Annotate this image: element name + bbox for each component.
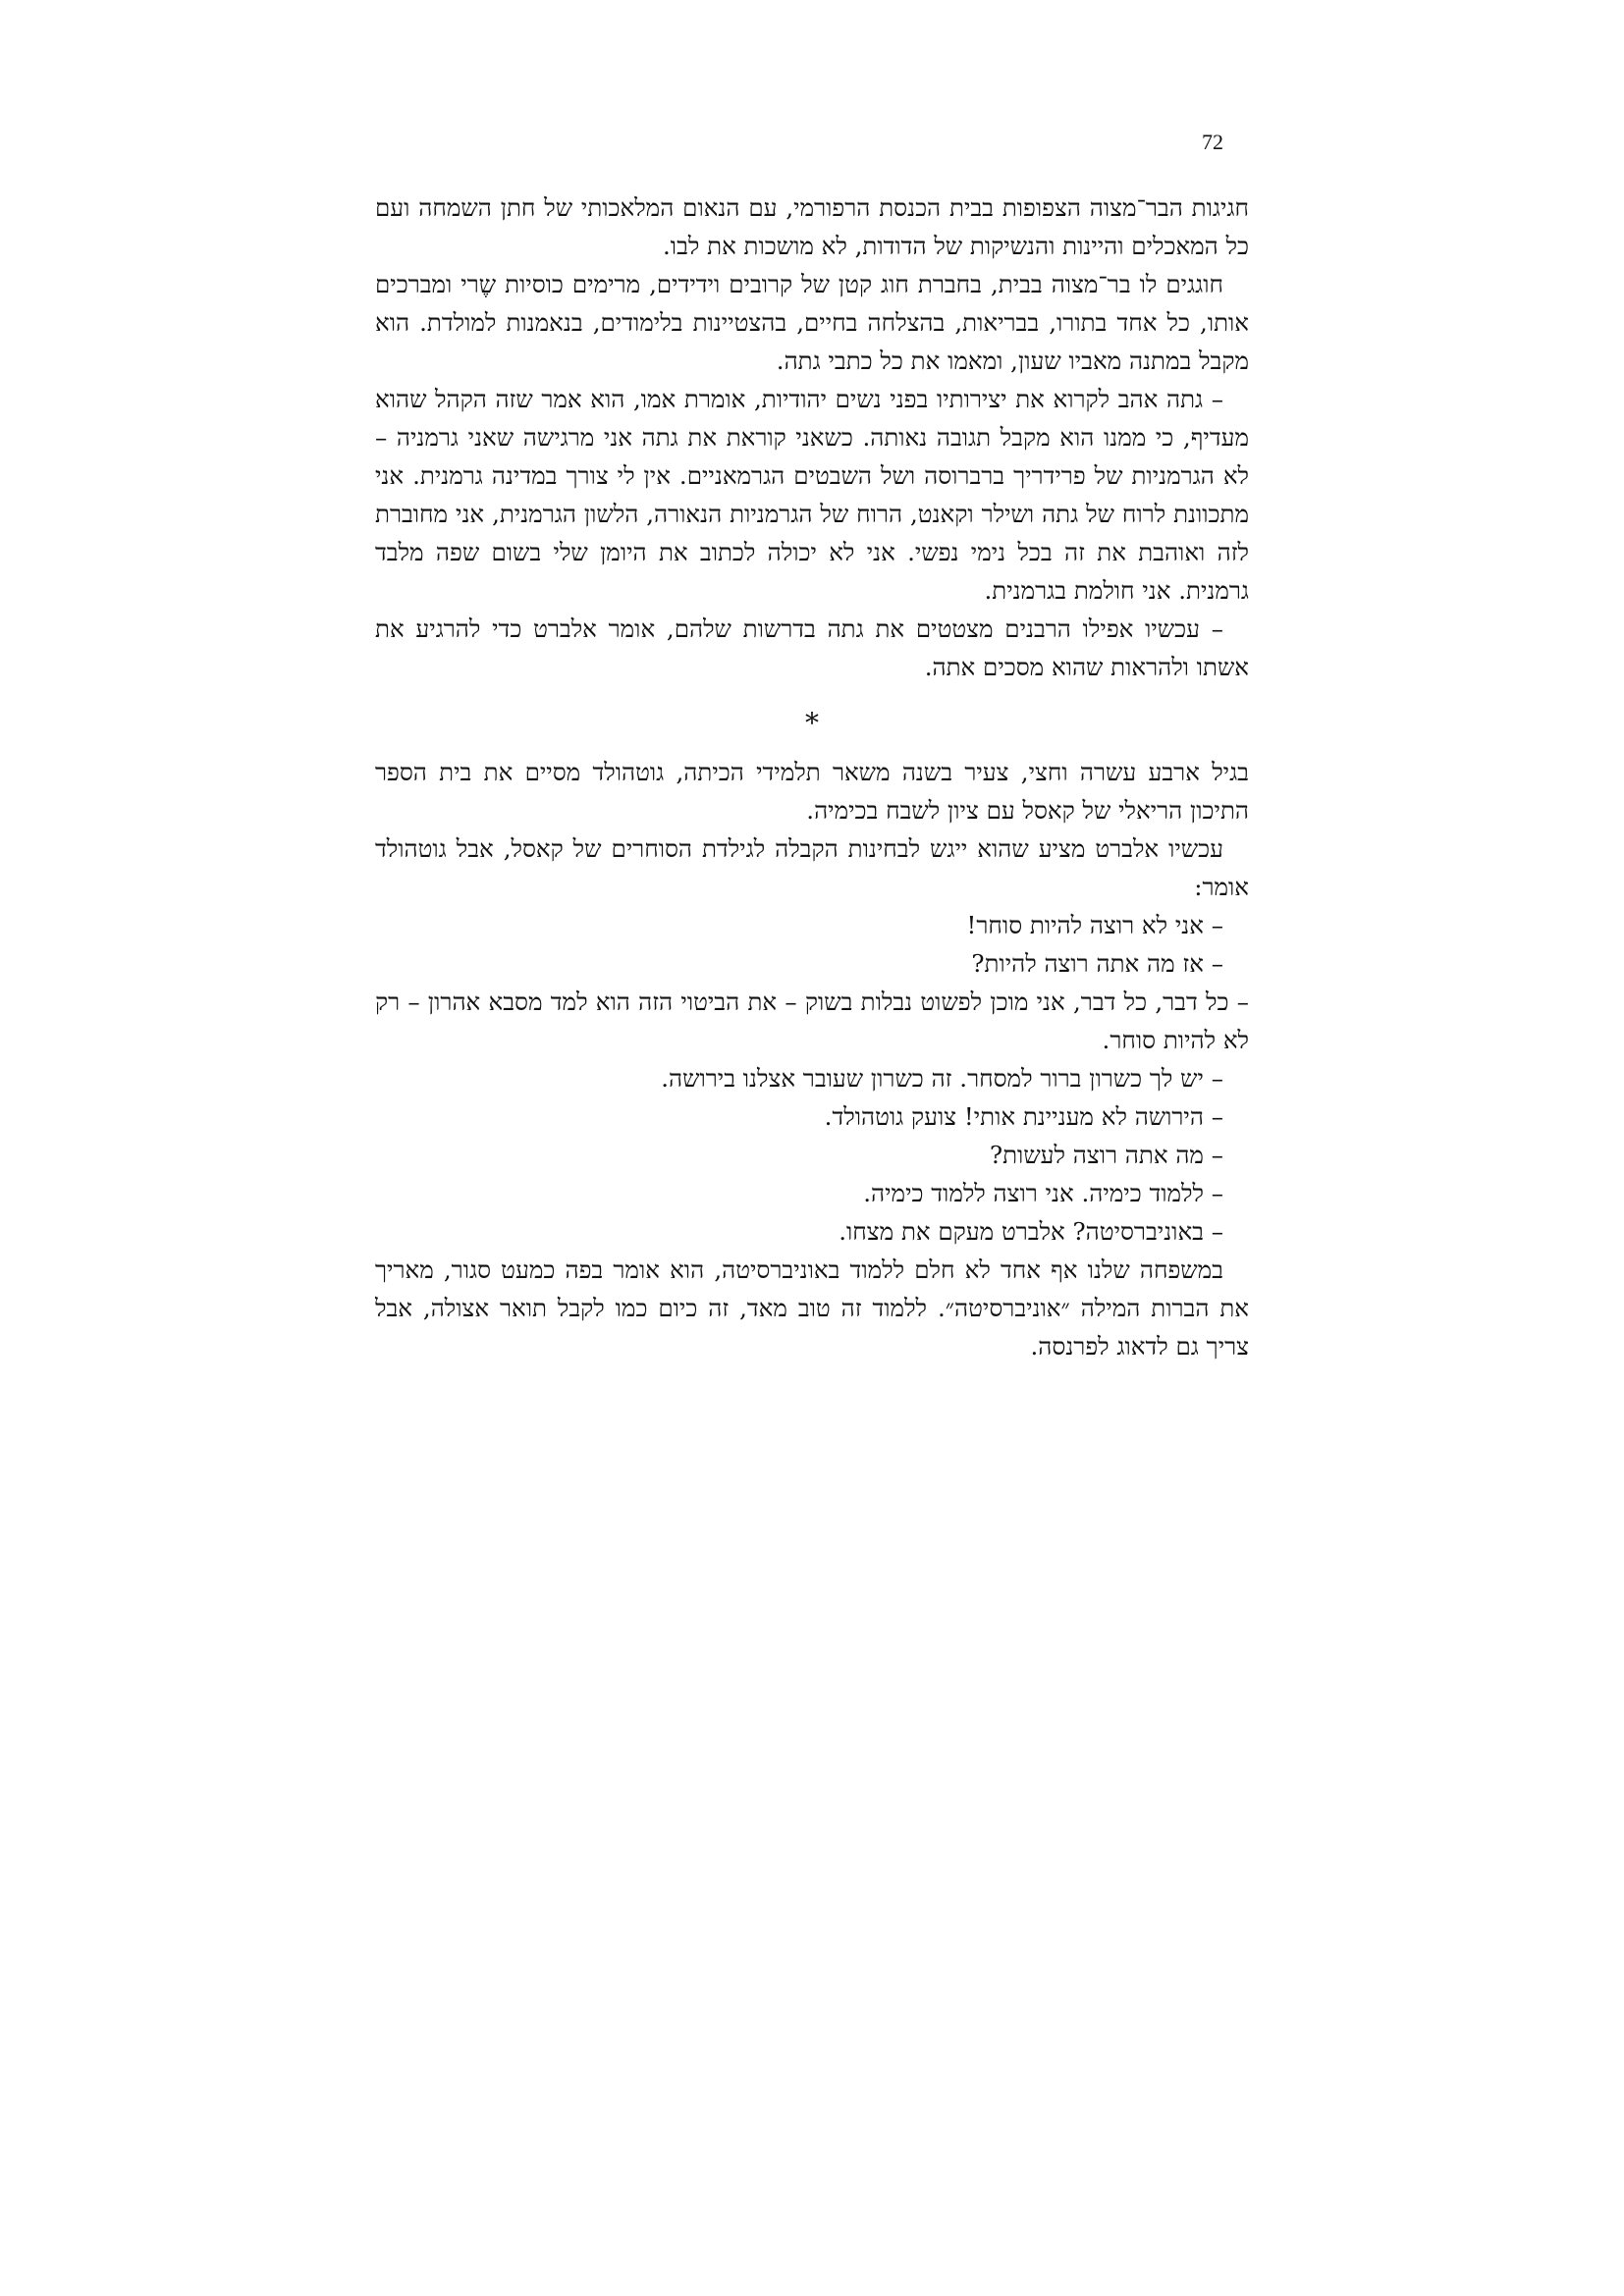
paragraph: בגיל ארבע עשרה וחצי, צעיר בשנה משאר תלמידי הכיתה, גוטהולד מסיים את בית הספר התיכון הריאלי של קאסל עם ציון לשבח בכימיה. — [375, 758, 1249, 825]
paragraph: עכשיו אלברט מציע שהוא ייגש לבחינות הקבלה לגילדת הסוחרים של קאסל, אבל גוטהולד אומר: — [375, 834, 1249, 901]
section-divider: * — [805, 707, 819, 739]
dialog-line: – מה אתה רוצה לעשות? — [989, 1141, 1223, 1169]
paragraph: במשפחה שלנו אף אחד לא חלם ללמוד באוניברסיטה, הוא אומר בפה כמעט סגור, מאריך את הברות המילה ״אוניברסיטה״. ללמוד זה טוב מאד, זה כיום כמו לקבל תואר אצולה, אבל צריך גם לדאוג לפרנסה. — [375, 1255, 1249, 1361]
page-number: 72 — [1202, 130, 1223, 154]
dialog-line: – אני לא רוצה להיות סוחר! — [966, 911, 1223, 939]
dialog-line: – ללמוד כימיה. אני רוצה ללמוד כימיה. — [863, 1179, 1223, 1207]
body-text — [375, 188, 1249, 1365]
dialog-line: – יש לך כשרון ברור למסחר. זה כשרון שעובר אצלנו בירושה. — [661, 1064, 1223, 1093]
paragraph: – גתה אהב לקרוא את יצירותיו בפני נשים יהודיות, אומרת אמו, הוא אמר שזה הקהל שהוא מעדיף, כי ממנו הוא מקבל תגובה נאותה. כשאני קוראת את גתה אני מרגישה שאני גרמניה – לא הגרמניות של פרידריך ברברוסה ושל השבטים הגרמאניים. אין לי צורך במדינה גרמנית. אני מתכוונת לרוח של גתה ושילר וקאנט, הרוח של הגרמניות הנאורה, הלשון הגרמנית, אני מחוברת לזה ואוהבת את זה בכל נימי נפשי. אני לא יכולה לכתוב את היומן שלי בשום שפה מלבד גרמנית. אני חולמת בגרמנית. — [375, 385, 1249, 605]
paragraph: חגיגות הבר־מצוה הצפופות בבית הכנסת הרפורמי, עם הנאום המלאכותי של חתן השמחה ועם כל המאכלים והיינות והנשיקות של הדודות, לא מושכות את לבו. — [375, 193, 1249, 260]
paragraph: – כל דבר, כל דבר, אני מוכן לפשוט נבלות בשוק – את הביטוי הזה הוא למד מסבא אהרון – רק לא להיות סוחר. — [375, 988, 1249, 1054]
dialog-line: – באוניברסיטה? אלברט מעקם את מצחו. — [839, 1217, 1223, 1246]
dialog-line: – אז מה אתה רוצה להיות? — [971, 949, 1223, 978]
dialog-line: – הירושה לא מעניינת אותי! צועק גוטהולד. — [824, 1102, 1223, 1131]
paragraph: – עכשיו אפילו הרבנים מצטטים את גתה בדרשות שלהם, אומר אלברט כדי להרגיע את אשתו ולהראות שהוא מסכים אתה. — [375, 614, 1249, 681]
paragraph: חוגגים לו בר־מצוה בבית, בחברת חוג קטן של קרובים וידידים, מרימים כוסיות שֶרי ומברכים אותו, כל אחד בתורו, בבריאות, בהצלחה בחיים, בהצטיינות בלימודים, בנאמנות למולדת. הוא מקבל במתנה מאביו שעון, ומאמו את כל כתבי גתה. — [375, 270, 1249, 375]
